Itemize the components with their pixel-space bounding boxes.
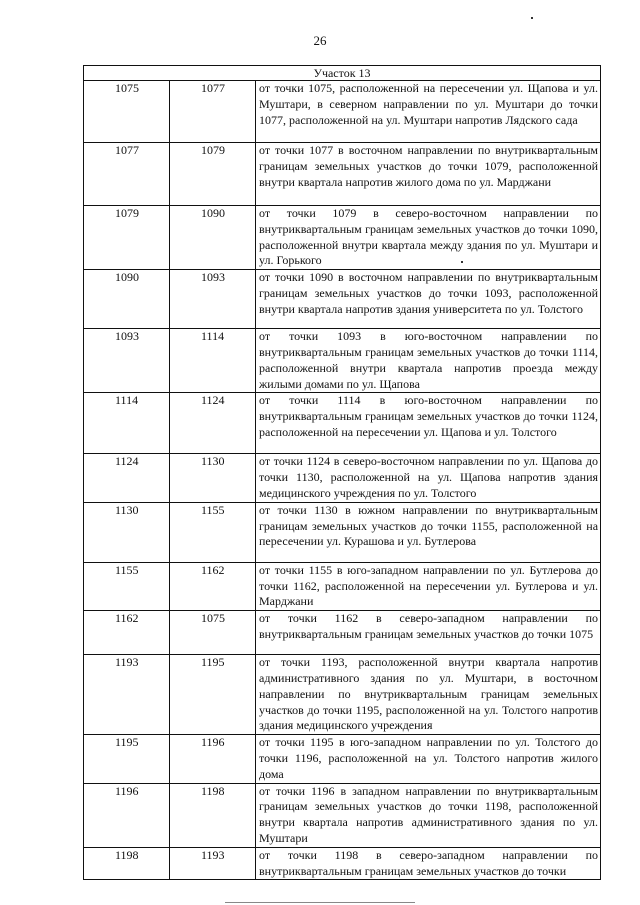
to-point: 1195	[170, 655, 256, 735]
from-point: 1195	[84, 735, 170, 783]
table-row	[84, 847, 601, 880]
route-description: от точки 1162 в северо-западном направлении по внутриквартальным границам земельных участков до точки 1075	[256, 611, 601, 655]
route-description: от точки 1079 в северо-восточном направлении по внутриквартальным границам земельных участков до точки 1090, расположенной внутри квартала между здания по ул. Муштари и ул. Горького	[256, 206, 601, 270]
scan-speck	[531, 17, 533, 19]
table-row	[84, 735, 601, 783]
from-point: 1090	[84, 270, 170, 329]
route-description: от точки 1130 в южном направлении по внутриквартальным границам земельных участков до точки 1155, расположенной на пересечении ул. Курашова и ул. Бутлерова	[256, 502, 601, 562]
table-row	[84, 81, 601, 143]
to-point: 1193	[170, 847, 256, 880]
table-row	[84, 270, 601, 329]
from-point: 1198	[84, 847, 170, 880]
route-description: от точки 1195 в юго-западном направлении по ул. Толстого до точки 1196, расположенной на ул. Толстого напротив жилого дома	[256, 735, 601, 783]
from-point: 1130	[84, 502, 170, 562]
to-point: 1090	[170, 206, 256, 270]
to-point: 1093	[170, 270, 256, 329]
table-row	[84, 611, 601, 655]
table-row	[84, 329, 601, 393]
table-row	[84, 143, 601, 206]
from-point: 1196	[84, 783, 170, 847]
table-row	[84, 783, 601, 847]
from-point: 1075	[84, 81, 170, 143]
route-description: от точки 1196 в западном направлении по внутриквартальным границам земельных участков до точки 1198, расположенной внутри квартала напротив административного здания по ул. Муштари	[256, 783, 601, 847]
from-point: 1155	[84, 562, 170, 610]
from-point: 1193	[84, 655, 170, 735]
route-description: от точки 1090 в восточном направлении по внутриквартальным границам земельных участков до точки 1093, расположенной внутри квартала напротив здания университета по ул. Толстого	[256, 270, 601, 329]
section-title: Участок 13	[84, 66, 601, 81]
to-point: 1162	[170, 562, 256, 610]
table-row	[84, 393, 601, 454]
scan-edge-line	[225, 902, 415, 903]
route-description: от точки 1114 в юго-восточном направлении по внутриквартальным границам земельных участков до точки 1124, расположенной на пересечении ул. Щапова и ул. Толстого	[256, 393, 601, 454]
to-point: 1155	[170, 502, 256, 562]
from-point: 1077	[84, 143, 170, 206]
route-description: от точки 1193, расположенной внутри квартала напротив административного здания по ул. Муштари, в восточном направлении по внутриквартальным границам земельных участков до точки 1195, расположенной на ул. Толстого напротив здания медицинского учреждения	[256, 655, 601, 735]
to-point: 1196	[170, 735, 256, 783]
to-point: 1077	[170, 81, 256, 143]
section-header-row	[84, 66, 601, 81]
to-point: 1114	[170, 329, 256, 393]
boundary-description-table	[83, 65, 601, 880]
table-row	[84, 206, 601, 270]
route-description: от точки 1075, расположенной на пересечении ул. Щапова и ул. Муштари, в северном направлении по ул. Муштари до точки 1077, расположенной на ул. Муштари напротив Лядского сада	[256, 81, 601, 143]
route-description: от точки 1198 в северо-западном направлении по внутриквартальным границам земельных участков до точки	[256, 847, 601, 880]
to-point: 1075	[170, 611, 256, 655]
to-point: 1130	[170, 454, 256, 502]
table-row	[84, 502, 601, 562]
route-description: от точки 1155 в юго-западном направлении по ул. Бутлерова до точки 1162, расположенной на пересечении ул. Бутлерова и ул. Марджани	[256, 562, 601, 610]
from-point: 1114	[84, 393, 170, 454]
route-description: от точки 1124 в северо-восточном направлении по ул. Щапова до точки 1130, расположенной на ул. Щапова напротив здания медицинского учреждения по ул. Толстого	[256, 454, 601, 502]
table-row	[84, 562, 601, 610]
table-row	[84, 655, 601, 735]
table-row	[84, 454, 601, 502]
from-point: 1124	[84, 454, 170, 502]
from-point: 1079	[84, 206, 170, 270]
route-description: от точки 1093 в юго-восточном направлении по внутриквартальным границам земельных участков до точки 1114, расположенной внутри квартала напротив проезда между жилыми домами по ул. Щапова	[256, 329, 601, 393]
to-point: 1079	[170, 143, 256, 206]
route-description: от точки 1077 в восточном направлении по внутриквартальным границам земельных участков до точки 1079, расположенной внутри квартала напротив жилого дома по ул. Марджани	[256, 143, 601, 206]
to-point: 1198	[170, 783, 256, 847]
to-point: 1124	[170, 393, 256, 454]
page-number: 26	[313, 33, 327, 48]
from-point: 1162	[84, 611, 170, 655]
from-point: 1093	[84, 329, 170, 393]
